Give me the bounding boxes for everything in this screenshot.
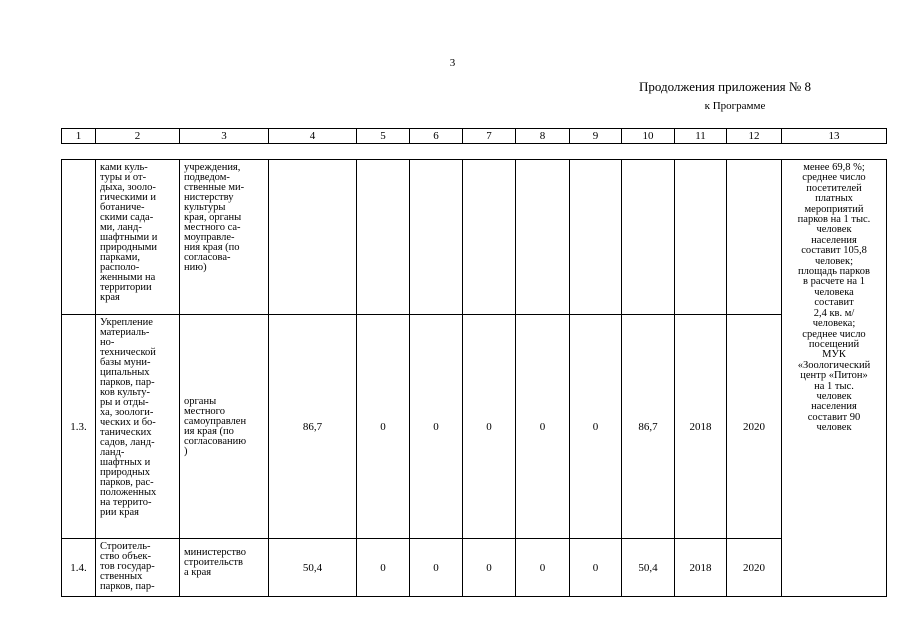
row-end-year: 2020	[727, 539, 782, 597]
row-end-year	[727, 160, 782, 315]
row-value-6: 0	[410, 539, 463, 597]
table-row	[62, 160, 887, 315]
row-name: ками куль- туры и от- дыха, зооло- гическими и ботаниче- скими сада- ми, ланд- шафтными и природными парками, располо- женными на территории края	[96, 160, 180, 315]
row-executor: учреждения, подведом- ственные ми- нистерству культуры края, органы местного са- моуправле- ния края (по согласова- нию)	[180, 160, 269, 315]
row-value-4: 86,7	[269, 315, 357, 539]
header-col-9: 9	[570, 129, 622, 144]
row-value-7	[463, 160, 516, 315]
row-start-year: 2018	[675, 315, 727, 539]
header-col-6: 6	[410, 129, 463, 144]
table-row	[62, 539, 887, 597]
row-start-year: 2018	[675, 539, 727, 597]
page-number: 3	[449, 57, 456, 69]
header-col-1: 1	[62, 129, 96, 144]
row-value-4: 50,4	[269, 539, 357, 597]
header-col-2: 2	[96, 129, 180, 144]
row-value-5: 0	[357, 315, 410, 539]
header-col-12: 12	[727, 129, 782, 144]
row-value-9	[570, 160, 622, 315]
row-value-9: 0	[570, 315, 622, 539]
row-end-year: 2020	[727, 315, 782, 539]
header-col-10: 10	[622, 129, 675, 144]
row-number: 1.4.	[62, 539, 96, 597]
header-col-4: 4	[269, 129, 357, 144]
table-row	[62, 315, 887, 539]
row-value-10: 86,7	[622, 315, 675, 539]
row-value-10	[622, 160, 675, 315]
row-value-8	[516, 160, 570, 315]
header-col-8: 8	[516, 129, 570, 144]
row-value-10: 50,4	[622, 539, 675, 597]
row-value-9: 0	[570, 539, 622, 597]
header-col-7: 7	[463, 129, 516, 144]
row-value-6	[410, 160, 463, 315]
expected-results: менее 69,8 %; среднее число посетителей платных мероприятий парков на 1 тыс. человек населения составит 105,8 человек; площадь парков в расчете на 1 человека составит 2,4 кв. м/ человека; среднее число посещений МУК «Зоологический центр «Питон» на 1 тыс. человек населения составит 90 человек	[782, 160, 887, 597]
header-col-5: 5	[357, 129, 410, 144]
header-col-11: 11	[675, 129, 727, 144]
row-value-7: 0	[463, 539, 516, 597]
header-col-13: 13	[782, 129, 887, 144]
row-value-5: 0	[357, 539, 410, 597]
program-table	[61, 159, 887, 597]
row-name: Строитель- ство объек- тов государ- ственных парков, пар-	[96, 539, 180, 597]
row-value-8: 0	[516, 539, 570, 597]
row-number: 1.3.	[62, 315, 96, 539]
continuation-subtitle: к Программе	[704, 100, 766, 112]
header-table	[61, 128, 887, 144]
row-value-7: 0	[463, 315, 516, 539]
row-start-year	[675, 160, 727, 315]
row-value-4	[269, 160, 357, 315]
row-name: Укрепление материаль- но- технической базы муни- ципальных парков, пар- ков культу- ры и отды- ха, зоологи- ческих и бо- танических садов, ланд- ланд- шафтных и природных парков, рас- положенных на террито- рии края	[96, 315, 180, 539]
continuation-title: Продолжения приложения № 8	[638, 79, 812, 94]
row-value-6: 0	[410, 315, 463, 539]
row-value-8: 0	[516, 315, 570, 539]
header-col-3: 3	[180, 129, 269, 144]
row-value-5	[357, 160, 410, 315]
row-executor: министерство строительств а края	[180, 539, 269, 597]
row-number	[62, 160, 96, 315]
row-executor: органы местного самоуправлен ия края (по согласованию )	[180, 315, 269, 539]
